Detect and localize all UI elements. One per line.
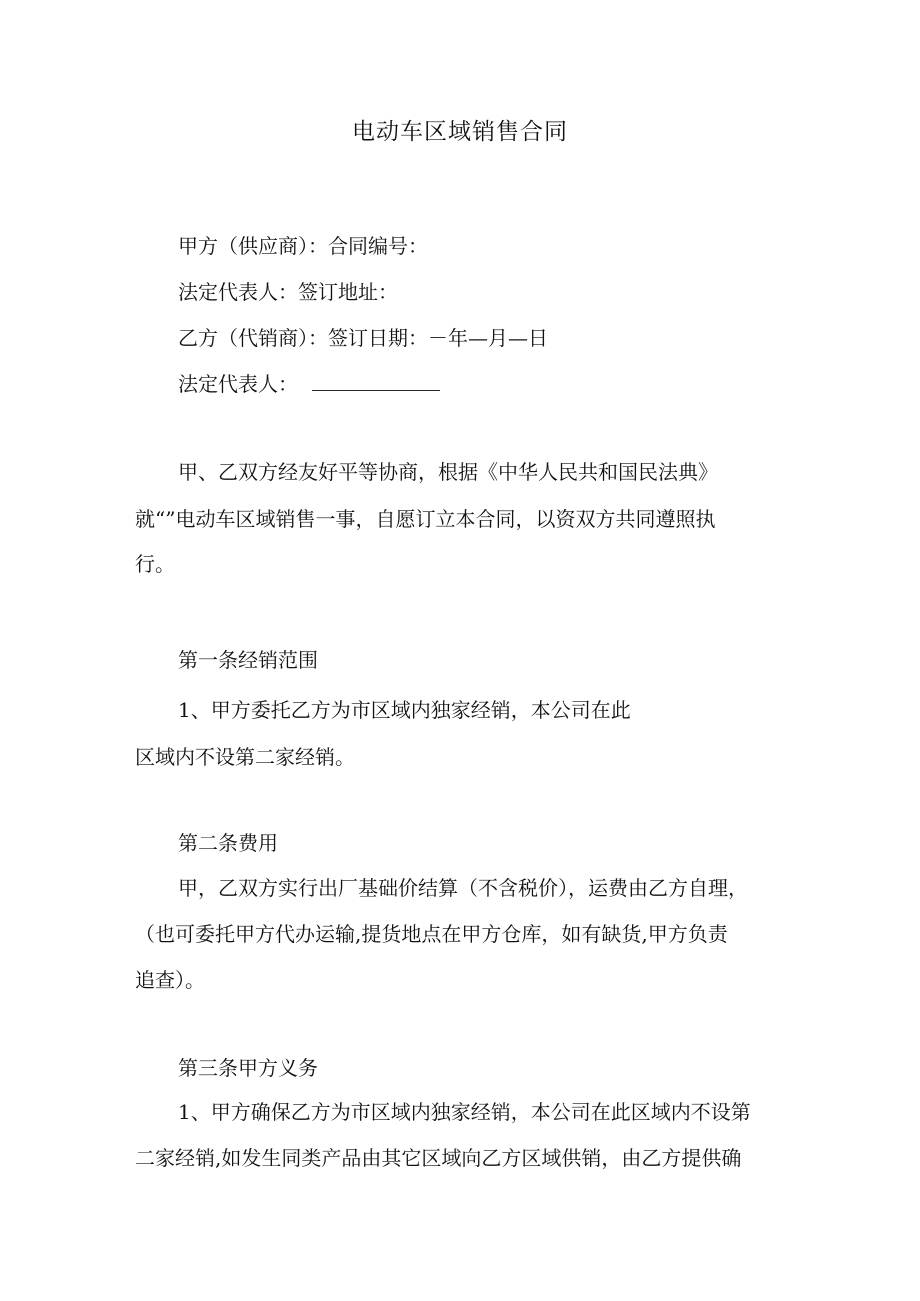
legal-rep-label: 法定代表人： <box>178 372 298 396</box>
header-legal-rep-line: 法定代表人：签订地址： <box>178 280 398 304</box>
intro-line-2: 就“”电动车区域销售一事，自愿订立本合同，以资双方共同遵照执 <box>135 507 716 531</box>
signature-blank <box>312 370 440 391</box>
article-3-heading: 第三条甲方义务 <box>178 1056 318 1080</box>
article-1-line-2: 区域内不设第二家经销。 <box>135 745 355 769</box>
header-distributor-line: 乙方（代销商）：签订日期：－年—月—日 <box>178 326 548 350</box>
article-2-heading: 第二条费用 <box>178 831 278 855</box>
document-title: 电动车区域销售合同 <box>352 119 568 145</box>
article-1-heading: 第一条经销范围 <box>178 648 318 672</box>
article-2-line-2: （也可委托甲方代办运输,提货地点在甲方仓库，如有缺货,甲方负责 <box>135 922 728 946</box>
article-3-line-1: 1、甲方确保乙方为市区域内独家经销，本公司在此区域内不设第 <box>178 1100 751 1124</box>
intro-line-1: 甲、乙双方经友好平等协商，根据《中华人民共和国民法典》 <box>178 460 718 484</box>
article-2-line-3: 追查）。 <box>135 968 205 992</box>
intro-line-3: 行。 <box>135 552 175 576</box>
article-3-line-2: 二家经销,如发生同类产品由其它区域向乙方区域供销，由乙方提供确 <box>135 1146 742 1170</box>
article-2-line-1: 甲，乙双方实行出厂基础价结算（不含税价），运费由乙方自理， <box>178 876 748 900</box>
header-supplier-line: 甲方（供应商）：合同编号： <box>178 234 428 258</box>
article-1-line-1: 1、甲方委托乙方为市区域内独家经销，本公司在此 <box>178 698 631 722</box>
header-legal-rep-2-line <box>178 370 440 398</box>
